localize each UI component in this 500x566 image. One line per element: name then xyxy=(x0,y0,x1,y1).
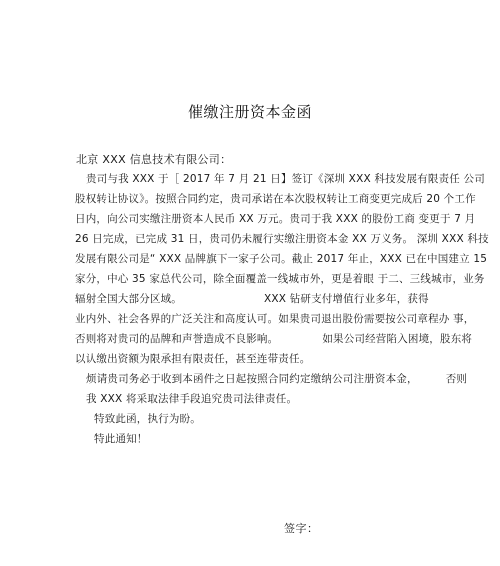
body-line-7 xyxy=(75,289,435,309)
body-line-1 xyxy=(75,169,485,189)
body-text: 否则 xyxy=(445,373,468,385)
body-line-2 xyxy=(75,189,476,209)
body-text: XXX 钻研支付增值行业多年，获得 xyxy=(264,293,429,305)
body-text: 业内外、社会各界的广泛关注和高度认可。如果贵司退出股份需要按公司章程办 事， xyxy=(75,313,475,325)
signature-label: 签字： xyxy=(284,522,319,535)
body-line-6 xyxy=(75,269,485,289)
body-text: 如果公司经营陷入困境，股东将 xyxy=(322,333,473,345)
body-line-8 xyxy=(75,309,475,329)
body-text: 贵司与我 XXX 于［ 2017 年 7 月 21 日】签订《深圳 XXX 科技发展有限责任 公司 xyxy=(86,173,485,185)
salutation: 北京 XXX 信息技术有限公司： xyxy=(76,153,232,166)
letter-title: 催缴注册资本金函 xyxy=(187,103,312,121)
body-text: 我 XXX 将采取法律手段追究贵司法律责任。 xyxy=(86,393,298,405)
body-line-10 xyxy=(75,349,435,369)
body-line-11 xyxy=(75,369,468,389)
body-text: 烦请贵司务必于收到本函件之日起按照合同约定缴纳公司注册资本金， xyxy=(86,373,418,385)
body-text: 日内，向公司实缴注册资本人民币 XX 万元。贵司于我 XXX 的股份工商 变更于 7 月 xyxy=(75,213,476,225)
body-line-12 xyxy=(75,389,435,409)
body-text: 26 日完成，已完成 31 日，贵司仍未履行实缴注册资本金 XX 万义务。 深圳 XXX 科技 xyxy=(75,233,489,245)
body-text: 辐射全国大部分区域。 xyxy=(75,293,182,305)
body-line-9 xyxy=(75,329,473,349)
body-line-4 xyxy=(75,229,489,249)
body-text: 以认缴出资额为限承担有限责任，甚至连带责任。 xyxy=(75,353,311,365)
body-text: 发展有限公司是“ XXX 品牌旗下一家子公司。截止 2017 年止，XXX 已在中国建立 15 xyxy=(75,253,488,265)
body-text: 家分，中心 35 家总代公司，除全面覆盖一线城市外，更是着眼 于二、三线城市，业务 xyxy=(75,273,485,285)
body-line-13 xyxy=(75,409,435,429)
body-text: 否则将对贵司的品牌和声誉造成不良影响。 xyxy=(75,333,279,345)
body-line-5 xyxy=(75,249,488,269)
letter-body xyxy=(75,169,489,449)
body-line-14 xyxy=(75,429,435,449)
body-text: 特此通知！ xyxy=(94,433,148,445)
body-text: 特致此函，执行为盼。 xyxy=(94,413,201,425)
body-line-3 xyxy=(75,209,476,229)
body-text: 股权转让协议》。按照合同约定，贵司承诺在本次股权转让工商变更完成后 20 个工作 xyxy=(75,193,476,205)
